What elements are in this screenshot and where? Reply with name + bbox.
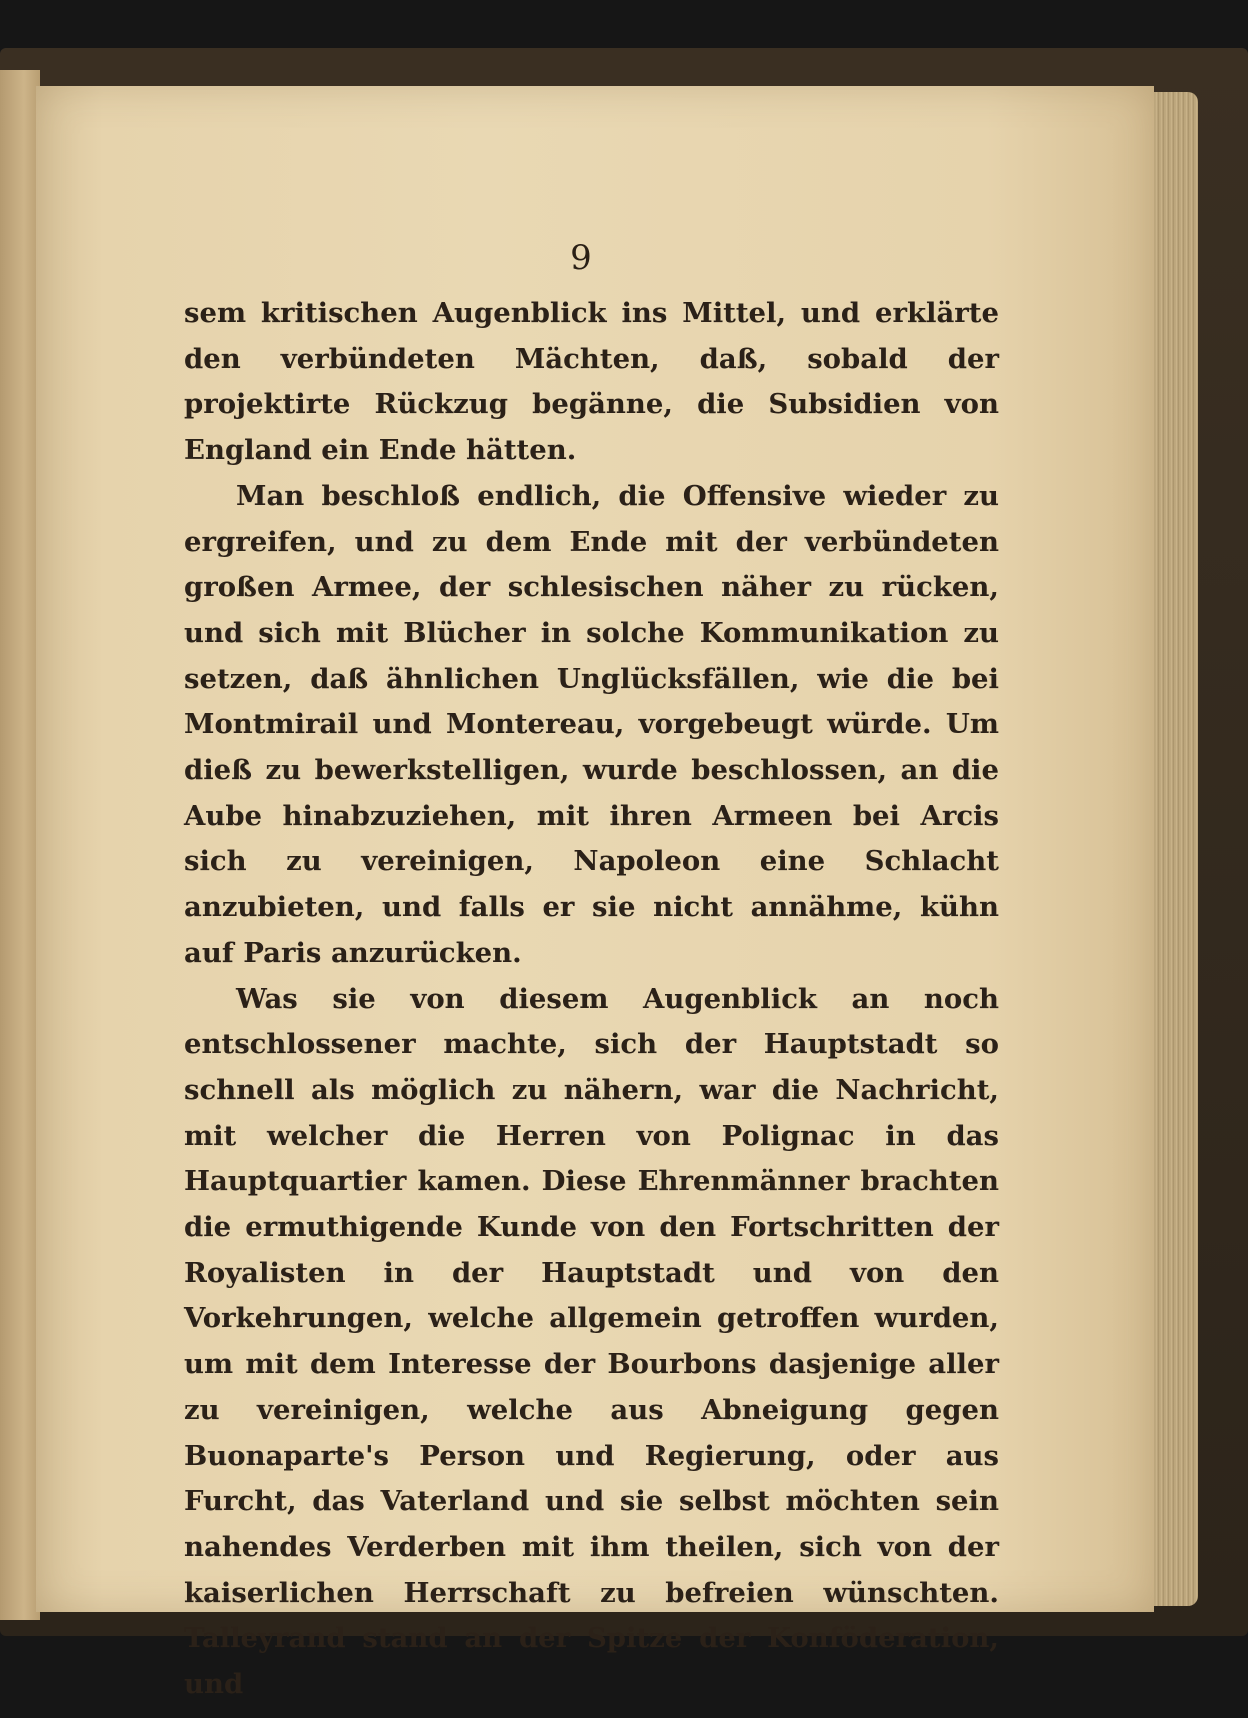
book-page — [36, 86, 1154, 1701]
page-block-edges — [1150, 92, 1198, 1606]
paragraph-3: Was sie von diesem Augenblick an noch entschlossener machte, sich der Hauptstadt so schnell als möglich zu nähern, war die Nachricht, mit welcher die Herren von Polignac in das Hauptquartier kamen. Diese Ehrenmänner brachten die ermuthigende Kunde von den Fortschritten der Royalisten in der Hauptstadt und von den Vorkehrungen, welche allgemein getroffen wurden, um mit dem Interesse der Bourbons dasjenige aller zu vereinigen, welche aus Abneigung gegen Buonaparte's Person und Regierung, oder aus Furcht, das Vaterland und sie selbst möchten sein nahendes Verderben mit ihm theilen, sich von der kaiserlichen Herrschaft zu befreien wünschten. Talleyrand stand an der Spitze der Konföderation, und — [184, 982, 999, 1701]
paragraph-1: sem kritischen Augenblick ins Mittel, und erklärte den verbündeten Mächten, daß, sobald der projektirte Rückzug begänne, die Subsidien von England ein Ende hätten. — [184, 297, 999, 467]
paragraph-2: Man beschloß endlich, die Offensive wieder zu ergreifen, und zu dem Ende mit der verbündeten großen Armee, der schlesischen näher zu rücken, und sich mit Blücher in solche Kommunikation zu setzen, daß ähnlichen Unglücksfällen, wie die bei Montmirail und Montereau, vorgebeugt würde. Um dieß zu bewerkstelligen, wurde beschlossen, an die Aube hinabzuziehen, mit ihren Armeen bei Arcis sich zu vereinigen, Napoleon eine Schlacht anzubieten, und falls er sie nicht annähme, kühn auf Paris anzurücken. — [184, 479, 999, 969]
body-text — [184, 291, 999, 1708]
facing-page-edge — [0, 70, 40, 1620]
page-number: 9 — [570, 238, 592, 278]
